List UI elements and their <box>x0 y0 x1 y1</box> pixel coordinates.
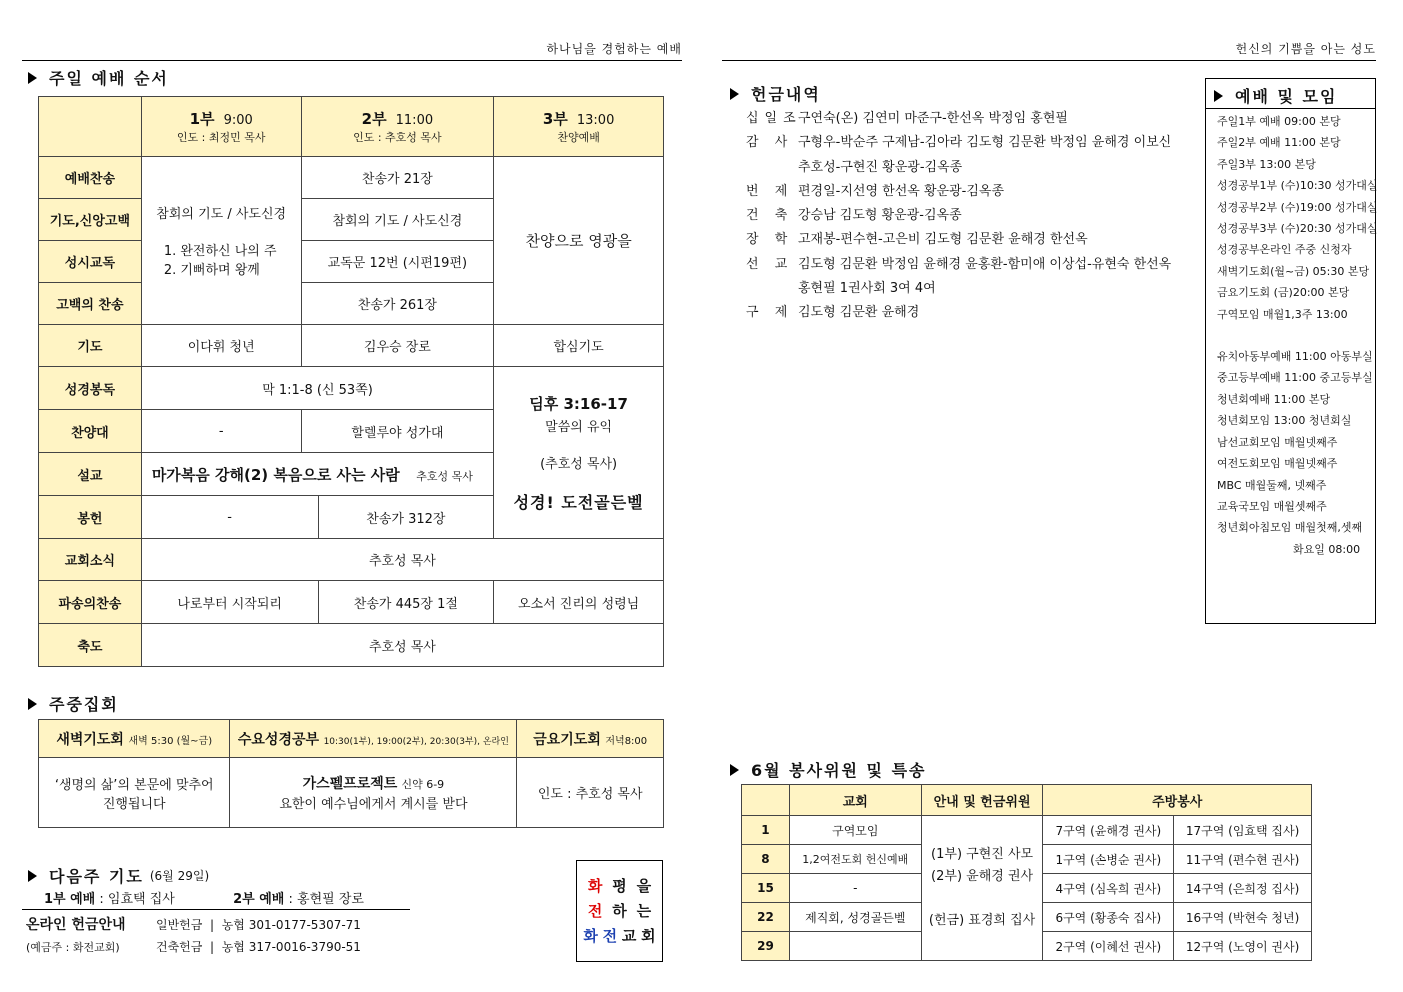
schedule-item: 교육국모임 매월셋째주 <box>1217 499 1327 513</box>
schedule-item: 주일1부 예배 09:00 본당 <box>1217 115 1341 128</box>
fri-prayer-head: 금요기도회 저녁8:00 <box>517 720 664 758</box>
right-header-text: 헌신의 기쁨을 아는 성도 <box>1235 42 1376 56</box>
schedule-item: 성경공부온라인 주중 신청자 <box>1217 243 1352 257</box>
service-kitchen-2: 17구역 (임효택 집사) <box>1174 816 1312 845</box>
col-2bu: 2부 11:00 인도 : 추호성 목사 <box>301 97 494 157</box>
schedule-item: 성경공부3부 (수)20:30 성가대실 <box>1217 222 1378 236</box>
send-1bu: 나로부터 시작되리 <box>141 581 318 624</box>
offering-row: 장 학 고재봉-편수현-고은비 김도형 김문환 윤해경 한선옥 <box>746 232 1088 248</box>
wed-study-body: 가스펠프로젝트 신약 6-9 요한이 예수님에게서 계시를 받다 <box>230 758 517 828</box>
schedule-item: 구역모임 매월1,3주 13:00 <box>1217 307 1348 321</box>
left-header-text: 하나님을 경험하는 예배 <box>546 42 682 56</box>
bullet-triangle-icon <box>28 72 37 84</box>
offering-1bu: - <box>141 496 318 539</box>
p2-hymn: 찬송가 21장 <box>301 157 494 199</box>
p2-confession-hymn: 찬송가 261장 <box>301 283 494 325</box>
benediction: 추호성 목사 <box>141 624 663 667</box>
row-label: 기도 <box>39 325 142 367</box>
schedule-item: 주일3부 13:00 본당 <box>1217 157 1316 171</box>
prayer-3bu: 합심기도 <box>494 325 664 367</box>
offering-row: 건 축 강승남 김도형 황운광-김옥종 <box>746 208 962 224</box>
schedule-item: 유치아동부예배 11:00 아동부실 <box>1217 350 1373 364</box>
scripture: 막 1:1-8 (신 53쪽) <box>141 367 493 410</box>
service-section-title: 6월 봉사위원 및 특송 <box>730 758 927 781</box>
schedule-item: 청년회예배 11:00 본당 <box>1217 392 1331 406</box>
schedule-box <box>1205 78 1376 624</box>
col-3bu: 3부 13:00 찬양예배 <box>494 97 664 157</box>
service-kitchen-1: 1구역 (손병순 권사) <box>1043 845 1174 874</box>
row-label: 파송의찬송 <box>39 581 142 624</box>
bullet-triangle-icon <box>28 870 37 882</box>
service-kitchen-2: 14구역 (은희정 집사) <box>1174 874 1312 903</box>
news: 추호성 목사 <box>141 539 663 581</box>
service-day: 29 <box>742 932 790 961</box>
p2-reading: 교독문 12번 (시편19편) <box>301 241 494 283</box>
row-label: 축도 <box>39 624 142 667</box>
p3-praise: 찬양으로 영광을 <box>494 157 664 325</box>
service-day: 15 <box>742 874 790 903</box>
choir-2bu: 할렐루야 성가대 <box>301 410 494 453</box>
offering-row: 십일조구연숙(온) 김연미 마준구-한선옥 박정임 홍현필 <box>746 111 1068 126</box>
service-kitchen-1: 6구역 (황종숙 집사) <box>1043 903 1174 932</box>
schedule-item: 중고등부예배 11:00 중고등부실 <box>1217 371 1373 385</box>
bullet-triangle-icon <box>730 764 739 776</box>
next-prayer-list: 1부 예배 : 임효택 집사 2부 예배 : 홍현필 장로 <box>44 892 364 907</box>
offering-section-title: 헌금내역 <box>730 82 821 105</box>
dawn-prayer-body: ‘생명의 삶’의 본문에 맞추어 진행됩니다 <box>39 758 230 828</box>
left-header <box>22 40 682 61</box>
dawn-prayer-head: 새벽기도회 새벽 5:30 (월~금) <box>39 720 230 758</box>
offering-2bu: 찬송가 312장 <box>318 496 494 539</box>
service-church <box>789 932 921 961</box>
col-1bu: 1부 9:00 인도 : 최정민 목사 <box>141 97 301 157</box>
worship-table <box>38 96 664 667</box>
service-corner <box>742 785 790 816</box>
worship-section-title: 주일 예배 순서 <box>28 66 169 89</box>
weekday-section-title: 주중집회 <box>28 692 119 715</box>
row-label: 고백의 찬송 <box>39 283 142 325</box>
next-prayer-title: 다음주 기도 (6월 29일) <box>28 864 209 887</box>
service-ushers: (1부) 구현진 사모 (2부) 윤해경 권사 (헌금) 표경희 집사 <box>921 816 1043 961</box>
service-kitchen-2: 12구역 (노영이 권사) <box>1174 932 1312 961</box>
bullet-triangle-icon <box>1214 90 1223 102</box>
row-label: 설교 <box>39 453 142 496</box>
worship-corner <box>39 97 142 157</box>
row-label: 기도,신앙고백 <box>39 199 142 241</box>
right-header <box>722 40 1376 61</box>
bullet-triangle-icon <box>28 698 37 710</box>
offering-row: 감 사 구형우-박순주 구제남-김아라 김도형 김문환 박정임 윤해경 이보신 <box>746 135 1172 151</box>
divider <box>22 909 410 910</box>
offering-row: 번 제 편경일-지선영 한선옥 황운광-김옥종 <box>746 183 1005 199</box>
schedule-title: 예배 및 모임 <box>1206 79 1375 109</box>
choir-1bu: - <box>141 410 301 453</box>
weekday-table <box>38 719 664 828</box>
prayer-1bu: 이다휘 청년 <box>141 325 301 367</box>
schedule-item: 성경공부2부 (수)19:00 성가대실 <box>1217 200 1378 214</box>
schedule-item <box>1217 325 1375 346</box>
row-label: 예배찬송 <box>39 157 142 199</box>
p1-prayer-confession: 참회의 기도 / 사도신경 1. 완전하신 나의 주 2. 기뻐하며 왕께 <box>141 157 301 325</box>
service-day: 1 <box>742 816 790 845</box>
bullet-triangle-icon <box>730 88 739 100</box>
row-label: 교회소식 <box>39 539 142 581</box>
service-head-usher: 안내 및 헌금위원 <box>921 785 1043 816</box>
offering-row: 구 제 김도형 김문환 윤해경 <box>746 305 920 321</box>
fri-prayer-body: 인도 : 추호성 목사 <box>517 758 664 828</box>
offering-row: 추호성-구현진 황운광-김옥종 <box>798 159 963 175</box>
service-day: 8 <box>742 845 790 874</box>
service-church: - <box>789 874 921 903</box>
send-3bu: 오소서 진리의 성령님 <box>494 581 664 624</box>
prayer-2bu: 김우승 장로 <box>301 325 494 367</box>
row-label: 성경봉독 <box>39 367 142 410</box>
church-logo: 화 평 을 전 하 는 화 전 교 회 <box>576 860 663 962</box>
wed-study-head: 수요성경공부 10:30(1부), 19:00(2부), 20:30(3부), 온라인 <box>230 720 517 758</box>
schedule-item: 청년회아침모임 매월첫째,셋째 <box>1217 521 1363 535</box>
offering-list <box>746 107 1196 326</box>
online-offering: 온라인 헌금안내 일반헌금 | 농협 301-0177-5307-71 (예금주 : 화전교회) 건축헌금 | 농협 317-0016-3790-51 <box>26 917 361 954</box>
schedule-item: 성경공부1부 (수)10:30 성가대실 <box>1217 179 1378 193</box>
service-kitchen-1: 2구역 (이혜선 권사) <box>1043 932 1174 961</box>
service-head-church: 교회 <box>789 785 921 816</box>
schedule-item: 주일2부 예배 11:00 본당 <box>1217 136 1341 150</box>
schedule-item: 청년회모임 13:00 청년회실 <box>1217 414 1352 428</box>
offering-row: 홍현필 1권사회 3여 4여 <box>798 281 936 297</box>
p3-sermon-block: 딤후 3:16-17 말씀의 유익 (추호성 목사) 성경! 도전골든벨 <box>494 367 664 539</box>
schedule-item: MBC 매월둘째, 넷째주 <box>1217 478 1327 492</box>
send-2bu: 찬송가 445장 1절 <box>318 581 494 624</box>
row-label: 봉헌 <box>39 496 142 539</box>
schedule-item: 남선교회모임 매월넷째주 <box>1217 435 1338 449</box>
service-day: 22 <box>742 903 790 932</box>
service-kitchen-1: 7구역 (윤해경 권사) <box>1043 816 1174 845</box>
offering-row: 선 교 김도형 김문환 박정임 윤해경 윤홍환-함미애 이상섭-유현숙 한선옥 <box>746 256 1172 272</box>
sermon: 마가복음 강해(2) 복음으로 사는 사람 추호성 목사 <box>141 453 493 496</box>
service-church: 구역모임 <box>789 816 921 845</box>
schedule-item: 여전도회모임 매월넷째주 <box>1217 457 1338 471</box>
schedule-item: 화요일 08:00 <box>1293 542 1361 556</box>
service-table <box>741 784 1312 961</box>
p2-confession: 참회의 기도 / 사도신경 <box>301 199 494 241</box>
service-church: 1,2여전도회 헌신예배 <box>789 845 921 874</box>
schedule-list <box>1206 109 1378 560</box>
service-kitchen-2: 16구역 (박현숙 청년) <box>1174 903 1312 932</box>
schedule-item: 새벽기도회(월~금) 05:30 본당 <box>1217 264 1370 278</box>
service-kitchen-2: 11구역 (편수현 권사) <box>1174 845 1312 874</box>
schedule-item: 금요기도회 (금)20:00 본당 <box>1217 286 1350 300</box>
service-head-kitchen: 주방봉사 <box>1043 785 1312 816</box>
service-kitchen-1: 4구역 (심옥희 권사) <box>1043 874 1174 903</box>
service-church: 제직회, 성경골든벨 <box>789 903 921 932</box>
row-label: 찬양대 <box>39 410 142 453</box>
row-label: 성시교독 <box>39 241 142 283</box>
